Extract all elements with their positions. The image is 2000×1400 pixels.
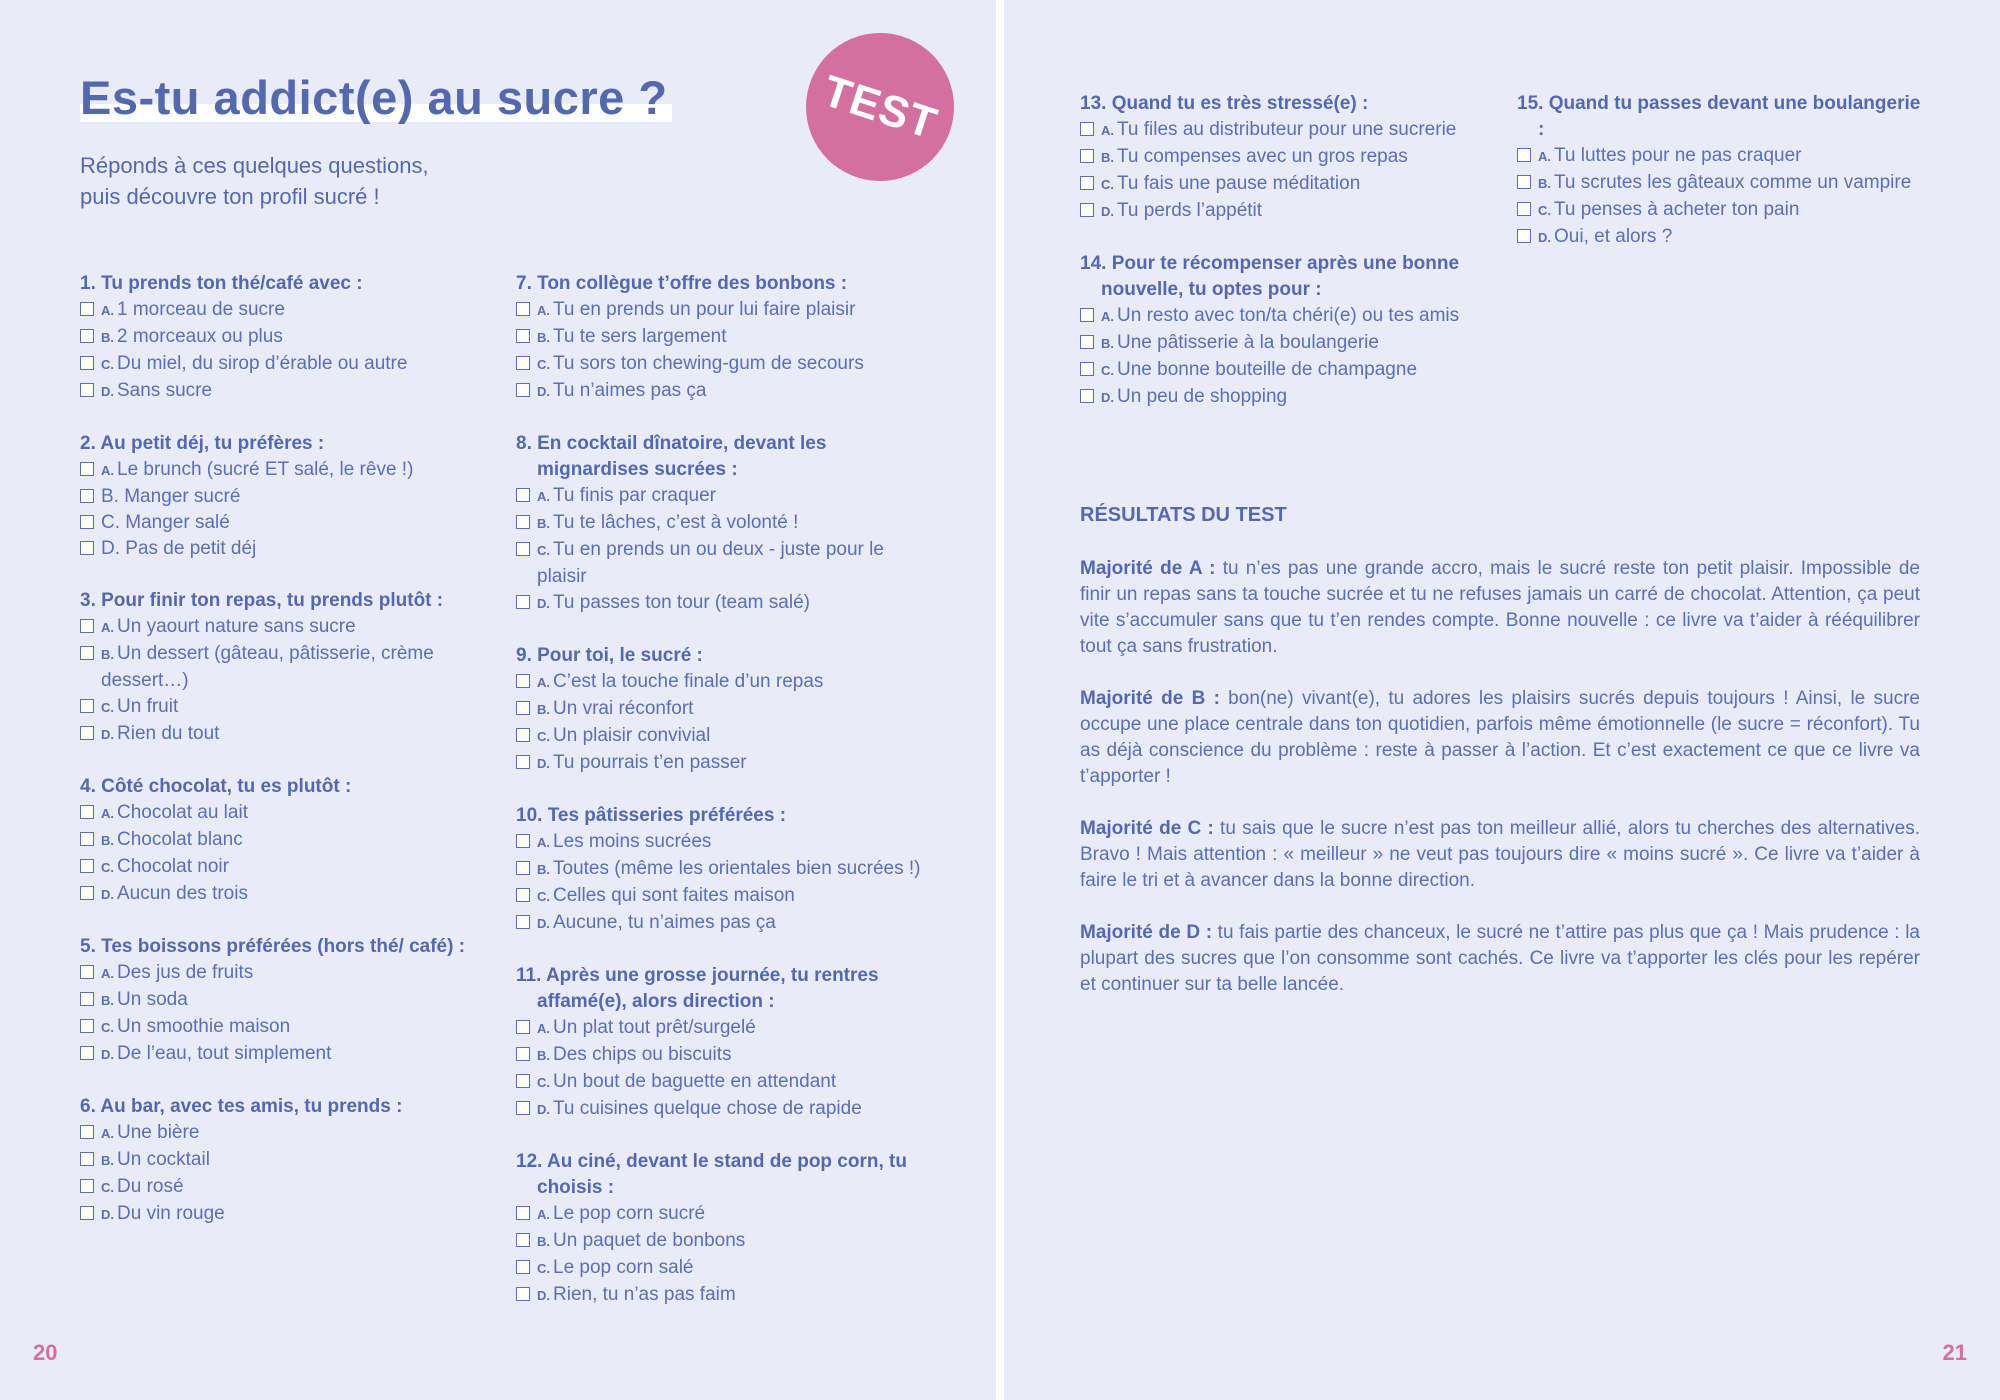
answer-option[interactable] (80, 1041, 490, 1068)
question-title: 14. Pour te récompenser après une bonne nouvelle, tu optes pour : (1080, 253, 1460, 300)
option-letter: A. (101, 620, 114, 635)
checkbox[interactable] (1080, 149, 1094, 163)
checkbox[interactable] (80, 1179, 94, 1193)
checkbox[interactable] (516, 1047, 530, 1061)
option-text: Sans sucre (117, 380, 213, 401)
answer-option[interactable] (516, 351, 926, 378)
answer-option[interactable] (516, 1201, 926, 1228)
answer-option[interactable] (1080, 330, 1490, 357)
option-letter: D. (1101, 390, 1114, 405)
option-letter: C. (101, 700, 114, 715)
checkbox[interactable] (80, 832, 94, 846)
checkbox[interactable] (80, 1125, 94, 1139)
question-title: 11. Après une grosse journée, tu rentres affamé(e), alors direction : (516, 965, 879, 1012)
question-title: 5. Tes boissons préférées (hors thé/ café) : (80, 936, 466, 957)
answer-option[interactable] (516, 1282, 926, 1309)
answer-option[interactable] (516, 1042, 926, 1069)
checkbox[interactable] (1080, 308, 1094, 322)
question-title: 4. Côté chocolat, tu es plutôt : (80, 776, 352, 797)
option-letter: D. (537, 756, 550, 771)
checkbox[interactable] (516, 1074, 530, 1088)
checkbox[interactable] (1080, 362, 1094, 376)
checkbox[interactable] (80, 1046, 94, 1060)
option-text: Chocolat blanc (117, 829, 243, 850)
answer-option[interactable] (80, 614, 490, 641)
option-letter: B. (537, 862, 550, 877)
option-text: Une bonne bouteille de champagne (1117, 359, 1418, 380)
option-letter: C. (101, 860, 114, 875)
option-text: Aucun des trois (117, 883, 248, 904)
option-text: Du miel, du sirop d’érable ou autre (117, 353, 408, 374)
option-text: Des jus de fruits (117, 962, 254, 983)
option-text: Un peu de shopping (1117, 386, 1288, 407)
checkbox[interactable] (516, 834, 530, 848)
checkbox[interactable] (80, 805, 94, 819)
option-text: Un yaourt nature sans sucre (117, 616, 356, 637)
test-badge-label: TEST (817, 66, 944, 149)
option-text: Du rosé (117, 1176, 184, 1197)
answer-option[interactable] (516, 883, 926, 910)
option-letter: A. (1538, 149, 1551, 164)
answer-option[interactable] (80, 1174, 490, 1201)
result-text: tu sais que le sucre n’est pas ton meilleur allié, alors tu cherches des alternatives. Bravo ! Mais attention : « meilleur » ne veut pas toujours dire « moins sucré ». Ce livre va t’aider à faire le tri et à avancer dans la bonne direction. (1080, 818, 1920, 891)
page-number: 20 (33, 1340, 58, 1365)
checkbox[interactable] (80, 886, 94, 900)
answer-option[interactable] (1517, 143, 1927, 170)
question (516, 963, 926, 1123)
checkbox[interactable] (80, 383, 94, 397)
option-letter: C. (537, 357, 550, 372)
question-title: 12. Au ciné, devant le stand de pop corn, tu choisis : (516, 1151, 907, 1198)
option-text: D. Pas de petit déj (101, 538, 257, 559)
checkbox[interactable] (1080, 122, 1094, 136)
checkbox[interactable] (516, 1287, 530, 1301)
question (516, 643, 926, 777)
answer-option[interactable] (80, 378, 490, 405)
option-letter: D. (537, 1102, 550, 1117)
answer-option[interactable] (80, 1147, 490, 1174)
answer-option[interactable] (80, 297, 490, 324)
option-letter: D. (101, 727, 114, 742)
question (1517, 91, 1927, 251)
option-letter: C. (1101, 177, 1114, 192)
checkbox[interactable] (1080, 176, 1094, 190)
option-text: Le pop corn sucré (553, 1203, 706, 1224)
answer-option[interactable] (80, 721, 490, 748)
option-text: Tu pourrais t’en passer (553, 752, 747, 773)
option-text: Un plaisir convivial (553, 725, 711, 746)
answer-option[interactable] (516, 590, 926, 617)
answer-option[interactable] (516, 297, 926, 324)
option-letter: C. (537, 1261, 550, 1276)
answer-option[interactable] (80, 1201, 490, 1228)
question (516, 431, 926, 617)
checkbox[interactable] (80, 462, 94, 476)
option-letter: A. (537, 1207, 550, 1222)
option-letter: A. (101, 806, 114, 821)
result-label: Majorité de A : (1080, 558, 1216, 579)
checkbox[interactable] (80, 1152, 94, 1166)
answer-option[interactable] (1080, 303, 1490, 330)
option-letter: D. (1538, 230, 1551, 245)
checkbox[interactable] (80, 859, 94, 873)
checkbox[interactable] (516, 701, 530, 715)
question-column (1080, 91, 1490, 437)
option-text: Un plat tout prêt/surgelé (553, 1017, 756, 1038)
result-label: Majorité de B : (1080, 688, 1220, 709)
subtitle-line-2: puis découvre ton profil sucré ! (80, 184, 380, 209)
answer-option[interactable] (1517, 170, 1927, 197)
checkbox[interactable] (1080, 335, 1094, 349)
checkbox[interactable] (80, 541, 94, 555)
option-letter: A. (101, 1126, 114, 1141)
option-text: Du vin rouge (117, 1203, 225, 1224)
question (516, 1149, 926, 1309)
option-letter: B. (537, 1234, 550, 1249)
option-letter: D. (537, 916, 550, 931)
answer-option[interactable] (80, 324, 490, 351)
option-text: Tu n’aimes pas ça (553, 380, 707, 401)
checkbox[interactable] (1517, 148, 1531, 162)
answer-option[interactable] (1080, 384, 1490, 411)
option-letter: C. (1538, 203, 1551, 218)
answer-option[interactable] (516, 1015, 926, 1042)
answer-option[interactable] (516, 324, 926, 351)
question (1080, 251, 1490, 411)
option-letter: D. (1101, 204, 1114, 219)
checkbox[interactable] (516, 674, 530, 688)
option-letter: B. (1101, 150, 1114, 165)
option-text: Tu passes ton tour (team salé) (553, 592, 810, 613)
checkbox[interactable] (516, 542, 530, 556)
checkbox[interactable] (80, 302, 94, 316)
option-letter: D. (537, 1288, 550, 1303)
question (1080, 91, 1490, 225)
question (80, 431, 490, 562)
question (516, 803, 926, 937)
option-text: Toutes (même les orientales bien sucrées !) (553, 858, 921, 879)
option-text: 1 morceau de sucre (117, 299, 285, 320)
checkbox[interactable] (516, 1260, 530, 1274)
option-text: B. Manger sucré (101, 486, 241, 507)
option-text: Tu en prends un ou deux - juste pour le plaisir (537, 539, 884, 587)
answer-option[interactable] (80, 536, 490, 562)
option-letter: A. (101, 966, 114, 981)
option-text: C. Manger salé (101, 512, 230, 533)
right-page (1004, 0, 2000, 1400)
checkbox[interactable] (80, 726, 94, 740)
answer-option[interactable] (80, 854, 490, 881)
option-letter: D. (101, 1207, 114, 1222)
checkbox[interactable] (1517, 175, 1531, 189)
checkbox[interactable] (516, 383, 530, 397)
option-text: Les moins sucrées (553, 831, 712, 852)
option-letter: C. (537, 543, 550, 558)
answer-option[interactable] (516, 1096, 926, 1123)
answer-option[interactable] (80, 960, 490, 987)
answer-option[interactable] (1080, 198, 1490, 225)
question-title: 10. Tes pâtisseries préférées : (516, 805, 787, 826)
answer-option[interactable] (1517, 224, 1927, 251)
option-text: Un fruit (117, 696, 179, 717)
checkbox[interactable] (516, 1020, 530, 1034)
page-number: 21 (1942, 1340, 1967, 1365)
option-letter: A. (537, 1021, 550, 1036)
option-letter: A. (537, 835, 550, 850)
answer-option[interactable] (80, 641, 490, 694)
option-letter: B. (101, 647, 114, 662)
option-letter: D. (101, 887, 114, 902)
question-title: 1. Tu prends ton thé/café avec : (80, 273, 363, 294)
checkbox[interactable] (1517, 229, 1531, 243)
option-letter: B. (1101, 336, 1114, 351)
option-letter: B. (537, 516, 550, 531)
page-title: Es-tu addict(e) au sucre ? (80, 70, 672, 125)
answer-option[interactable] (80, 1014, 490, 1041)
option-letter: A. (537, 303, 550, 318)
option-text: Tu sors ton chewing-gum de secours (553, 353, 864, 374)
checkbox[interactable] (1080, 389, 1094, 403)
checkbox[interactable] (516, 488, 530, 502)
option-text: Rien du tout (117, 723, 220, 744)
option-text: Le pop corn salé (553, 1257, 694, 1278)
answer-option[interactable] (1080, 117, 1490, 144)
checkbox[interactable] (516, 915, 530, 929)
answer-option[interactable] (516, 510, 926, 537)
option-text: Tu scrutes les gâteaux comme un vampire (1554, 172, 1912, 193)
option-letter: B. (1538, 176, 1551, 191)
answer-option[interactable] (516, 669, 926, 696)
question (80, 1094, 490, 1228)
checkbox[interactable] (80, 992, 94, 1006)
option-text: Tu finis par craquer (553, 485, 716, 506)
option-text: Tu compenses avec un gros repas (1117, 146, 1408, 167)
checkbox[interactable] (516, 1233, 530, 1247)
checkbox[interactable] (80, 329, 94, 343)
result-paragraph (1080, 686, 1920, 790)
answer-option[interactable] (1517, 197, 1927, 224)
question (516, 271, 926, 405)
checkbox[interactable] (80, 489, 94, 503)
question-title: 8. En cocktail dînatoire, devant les mignardises sucrées : (516, 433, 827, 480)
answer-option[interactable] (80, 510, 490, 536)
question-title: 7. Ton collègue t’offre des bonbons : (516, 273, 848, 294)
option-letter: C. (537, 1075, 550, 1090)
option-text: Celles qui sont faites maison (553, 885, 795, 906)
option-letter: A. (101, 303, 114, 318)
option-letter: C. (537, 729, 550, 744)
question-title: 9. Pour toi, le sucré : (516, 645, 703, 666)
checkbox[interactable] (516, 515, 530, 529)
checkbox[interactable] (516, 861, 530, 875)
option-letter: B. (101, 993, 114, 1008)
option-letter: C. (537, 889, 550, 904)
option-text: De l’eau, tout simplement (117, 1043, 332, 1064)
checkbox[interactable] (80, 699, 94, 713)
option-text: Un dessert (gâteau, pâtisserie, crème dessert…) (101, 643, 434, 691)
answer-option[interactable] (80, 457, 490, 484)
result-label: Majorité de D : (1080, 922, 1213, 943)
answer-option[interactable] (1080, 357, 1490, 384)
answer-option[interactable] (516, 750, 926, 777)
answer-option[interactable] (516, 723, 926, 750)
option-text: Tu penses à acheter ton pain (1554, 199, 1800, 220)
checkbox[interactable] (516, 728, 530, 742)
question-column (516, 271, 926, 1335)
answer-option[interactable] (80, 351, 490, 378)
results-section (1080, 556, 1920, 1024)
option-text: Chocolat noir (117, 856, 229, 877)
option-letter: D. (537, 384, 550, 399)
option-text: Tu te lâches, c’est à volonté ! (553, 512, 799, 533)
checkbox[interactable] (516, 302, 530, 316)
answer-option[interactable] (80, 827, 490, 854)
option-letter: C. (101, 1020, 114, 1035)
answer-option[interactable] (80, 484, 490, 510)
answer-option[interactable] (516, 1069, 926, 1096)
question-title: 15. Quand tu passes devant une boulangerie : (1517, 93, 1921, 140)
option-letter: C. (101, 1180, 114, 1195)
option-text: Tu luttes pour ne pas craquer (1554, 145, 1802, 166)
option-text: Tu fais une pause méditation (1117, 173, 1361, 194)
answer-option[interactable] (80, 800, 490, 827)
option-text: Un paquet de bonbons (553, 1230, 746, 1251)
answer-option[interactable] (80, 987, 490, 1014)
option-letter: D. (101, 1047, 114, 1062)
results-title: RÉSULTATS DU TEST (1080, 504, 1287, 526)
option-text: Le brunch (sucré ET salé, le rêve !) (117, 459, 414, 480)
option-text: Tu files au distributeur pour une sucrerie (1117, 119, 1457, 140)
option-text: Un vrai réconfort (553, 698, 694, 719)
option-letter: C. (101, 357, 114, 372)
option-text: Tu perds l’appétit (1117, 200, 1263, 221)
option-letter: B. (101, 833, 114, 848)
option-letter: D. (537, 596, 550, 611)
result-paragraph (1080, 556, 1920, 660)
result-paragraph (1080, 920, 1920, 998)
answer-option[interactable] (516, 1228, 926, 1255)
question-column (1517, 91, 1927, 277)
answer-option[interactable] (516, 829, 926, 856)
option-letter: A. (537, 675, 550, 690)
question (80, 774, 490, 908)
option-letter: B. (537, 1048, 550, 1063)
checkbox[interactable] (516, 1206, 530, 1220)
option-text: Une bière (117, 1122, 200, 1143)
option-letter: D. (101, 384, 114, 399)
answer-option[interactable] (516, 696, 926, 723)
checkbox[interactable] (80, 619, 94, 633)
option-letter: B. (537, 330, 550, 345)
question (80, 588, 490, 748)
answer-option[interactable] (1080, 171, 1490, 198)
result-text: tu fais partie des chanceux, le sucré ne t’attire pas plus que ça ! Mais prudence : la plupart des sucres que l’on consomme sont cachés. Ce livre va t’apporter les clés pour les repérer et continuer sur ta belle lancée. (1080, 922, 1921, 995)
option-text: Rien, tu n’as pas faim (553, 1284, 736, 1305)
option-text: Un smoothie maison (117, 1016, 291, 1037)
option-text: Un soda (117, 989, 188, 1010)
checkbox[interactable] (80, 646, 94, 660)
answer-option[interactable] (516, 378, 926, 405)
option-text: Aucune, tu n’aimes pas ça (553, 912, 776, 933)
result-label: Majorité de C : (1080, 818, 1214, 839)
answer-option[interactable] (516, 1255, 926, 1282)
answer-option[interactable] (80, 694, 490, 721)
subtitle (80, 150, 429, 212)
option-letter: B. (537, 702, 550, 717)
option-text: Tu cuisines quelque chose de rapide (553, 1098, 862, 1119)
question-title: 13. Quand tu es très stressé(e) : (1080, 93, 1369, 114)
question (80, 271, 490, 405)
result-text: bon(ne) vivant(e), tu adores les plaisirs sucrés depuis toujours ! Ainsi, le sucre occupe une place centrale dans ton quotidien, parfois même émotionnelle (le sucre = réconfort). Tu as déjà conscience du problème : reste à passer à l’action. Et c’est exactement ce que ce livre va t’apporter ! (1080, 688, 1920, 787)
answer-option[interactable] (516, 537, 926, 590)
option-text: C’est la touche finale d’un repas (553, 671, 824, 692)
question-column (80, 271, 490, 1254)
question (80, 934, 490, 1068)
checkbox[interactable] (80, 356, 94, 370)
answer-option[interactable] (1080, 144, 1490, 171)
option-letter: C. (1101, 363, 1114, 378)
question-title: 6. Au bar, avec tes amis, tu prends : (80, 1096, 403, 1117)
option-letter: A. (537, 489, 550, 504)
option-letter: B. (101, 1153, 114, 1168)
checkbox[interactable] (516, 595, 530, 609)
answer-option[interactable] (516, 910, 926, 937)
option-letter: B. (101, 330, 114, 345)
checkbox[interactable] (516, 755, 530, 769)
question-title: 3. Pour finir ton repas, tu prends plutôt : (80, 590, 444, 611)
answer-option[interactable] (80, 881, 490, 908)
checkbox[interactable] (80, 1019, 94, 1033)
checkbox[interactable] (516, 356, 530, 370)
result-text: tu n’es pas une grande accro, mais le sucré reste ton petit plaisir. Impossible de finir un repas sans ta touche sucrée et tu ne refuses jamais un carré de chocolat. Attention, ça peut vite s’accumuler sans que tu t’en rendes compte. Bonne nouvelle : ce livre va t’aider à rééquilibrer tout ça sans frustration. (1080, 558, 1920, 657)
left-page (0, 0, 996, 1400)
option-text: Chocolat au lait (117, 802, 248, 823)
answer-option[interactable] (516, 856, 926, 883)
option-text: Un resto avec ton/ta chéri(e) ou tes amis (1117, 305, 1460, 326)
checkbox[interactable] (516, 888, 530, 902)
checkbox[interactable] (1517, 202, 1531, 216)
option-text: Une pâtisserie à la boulangerie (1117, 332, 1379, 353)
checkbox[interactable] (516, 1101, 530, 1115)
option-text: Un cocktail (117, 1149, 210, 1170)
subtitle-line-1: Réponds à ces quelques questions, (80, 153, 429, 178)
option-text: Tu te sers largement (553, 326, 727, 347)
checkbox[interactable] (1080, 203, 1094, 217)
answer-option[interactable] (516, 483, 926, 510)
test-badge (806, 33, 954, 181)
option-letter: A. (1101, 123, 1114, 138)
option-letter: A. (1101, 309, 1114, 324)
result-paragraph (1080, 816, 1920, 894)
option-text: Un bout de baguette en attendant (553, 1071, 837, 1092)
answer-option[interactable] (80, 1120, 490, 1147)
option-text: Des chips ou biscuits (553, 1044, 732, 1065)
option-text: Oui, et alors ? (1554, 226, 1673, 247)
checkbox[interactable] (80, 1206, 94, 1220)
checkbox[interactable] (80, 965, 94, 979)
checkbox[interactable] (516, 329, 530, 343)
option-letter: A. (101, 463, 114, 478)
checkbox[interactable] (80, 515, 94, 529)
option-text: Tu en prends un pour lui faire plaisir (553, 299, 856, 320)
option-text: 2 morceaux ou plus (117, 326, 283, 347)
question-title: 2. Au petit déj, tu préfères : (80, 433, 325, 454)
